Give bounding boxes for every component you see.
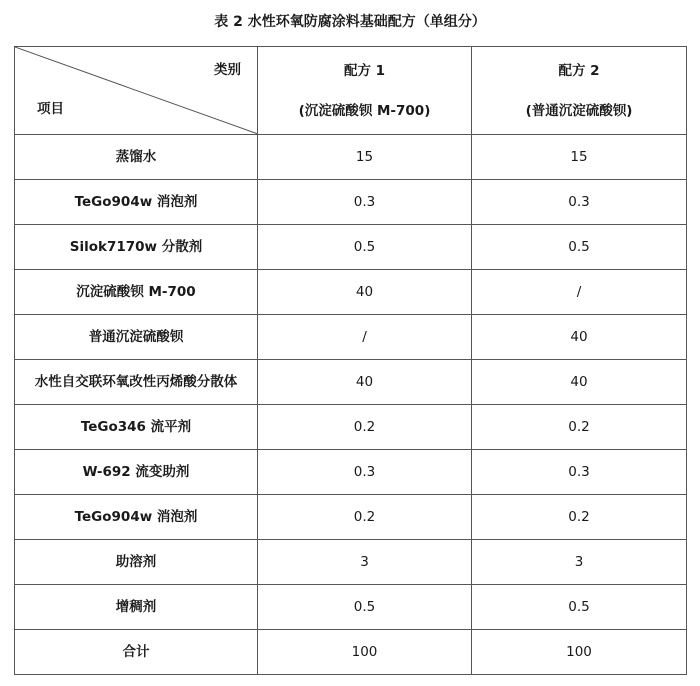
table-row <box>15 540 687 585</box>
item-name-cell: 增稠剂 <box>15 585 258 630</box>
formula1-value-cell: 3 <box>258 540 472 585</box>
item-name-cell: 蒸馏水 <box>15 135 258 180</box>
formula1-value-cell: 0.5 <box>258 585 472 630</box>
formula2-value-cell: 100 <box>472 630 687 675</box>
item-name-cell: TeGo904w 消泡剂 <box>15 180 258 225</box>
formula2-value-cell: 15 <box>472 135 687 180</box>
formula1-value-cell: 0.3 <box>258 450 472 495</box>
formula2-value-cell: 40 <box>472 360 687 405</box>
item-name-cell: 水性自交联环氧改性丙烯酸分散体 <box>15 360 258 405</box>
table-row <box>15 180 687 225</box>
item-name-cell: TeGo904w 消泡剂 <box>15 495 258 540</box>
formula1-subtitle: (沉淀硫酸钡 M-700) <box>298 102 431 119</box>
formula2-value-cell: 3 <box>472 540 687 585</box>
formula1-value-cell: 100 <box>258 630 472 675</box>
category-label: 类别 <box>214 62 241 78</box>
item-name-cell: 助溶剂 <box>15 540 258 585</box>
formula2-subtitle: (普通沉淀硫酸钡) <box>525 102 633 119</box>
formula2-value-cell: 40 <box>472 315 687 360</box>
formula2-value-cell: 0.5 <box>472 585 687 630</box>
item-name-cell: 普通沉淀硫酸钡 <box>15 315 258 360</box>
formula1-value-cell: 0.3 <box>258 180 472 225</box>
table-row <box>15 135 687 180</box>
item-label: 项目 <box>37 101 64 117</box>
table-row <box>15 315 687 360</box>
formula1-value-cell: 0.2 <box>258 405 472 450</box>
formula2-header <box>472 47 687 135</box>
table-row <box>15 270 687 315</box>
table-row <box>15 360 687 405</box>
item-name-cell: Silok7170w 分散剂 <box>15 225 258 270</box>
item-name-cell: W-692 流变助剂 <box>15 450 258 495</box>
formula1-header <box>258 47 472 135</box>
formula1-value-cell: 0.2 <box>258 495 472 540</box>
item-name-cell: 沉淀硫酸钡 M-700 <box>15 270 258 315</box>
item-name-cell: TeGo346 流平剂 <box>15 405 258 450</box>
table-row <box>15 495 687 540</box>
table-row <box>15 630 687 675</box>
formula2-value-cell: 0.2 <box>472 495 687 540</box>
formula1-value-cell: / <box>258 315 472 360</box>
formula-table <box>14 46 687 675</box>
table-row <box>15 405 687 450</box>
formula2-value-cell: / <box>472 270 687 315</box>
formula1-value-cell: 40 <box>258 270 472 315</box>
formula2-value-cell: 0.2 <box>472 405 687 450</box>
formula1-value-cell: 0.5 <box>258 225 472 270</box>
formula2-value-cell: 0.5 <box>472 225 687 270</box>
table-row <box>15 450 687 495</box>
header-row <box>15 47 687 135</box>
formula1-value-cell: 40 <box>258 360 472 405</box>
formula2-title: 配方 2 <box>558 62 600 79</box>
formula2-value-cell: 0.3 <box>472 450 687 495</box>
table-row <box>15 225 687 270</box>
table-row <box>15 585 687 630</box>
item-name-cell: 合计 <box>15 630 258 675</box>
corner-header-cell <box>15 47 258 135</box>
table-title: 表 2 水性环氧防腐涂料基础配方（单组分） <box>214 14 486 30</box>
formula1-title: 配方 1 <box>343 62 386 79</box>
formula2-value-cell: 0.3 <box>472 180 687 225</box>
formula1-value-cell: 15 <box>258 135 472 180</box>
